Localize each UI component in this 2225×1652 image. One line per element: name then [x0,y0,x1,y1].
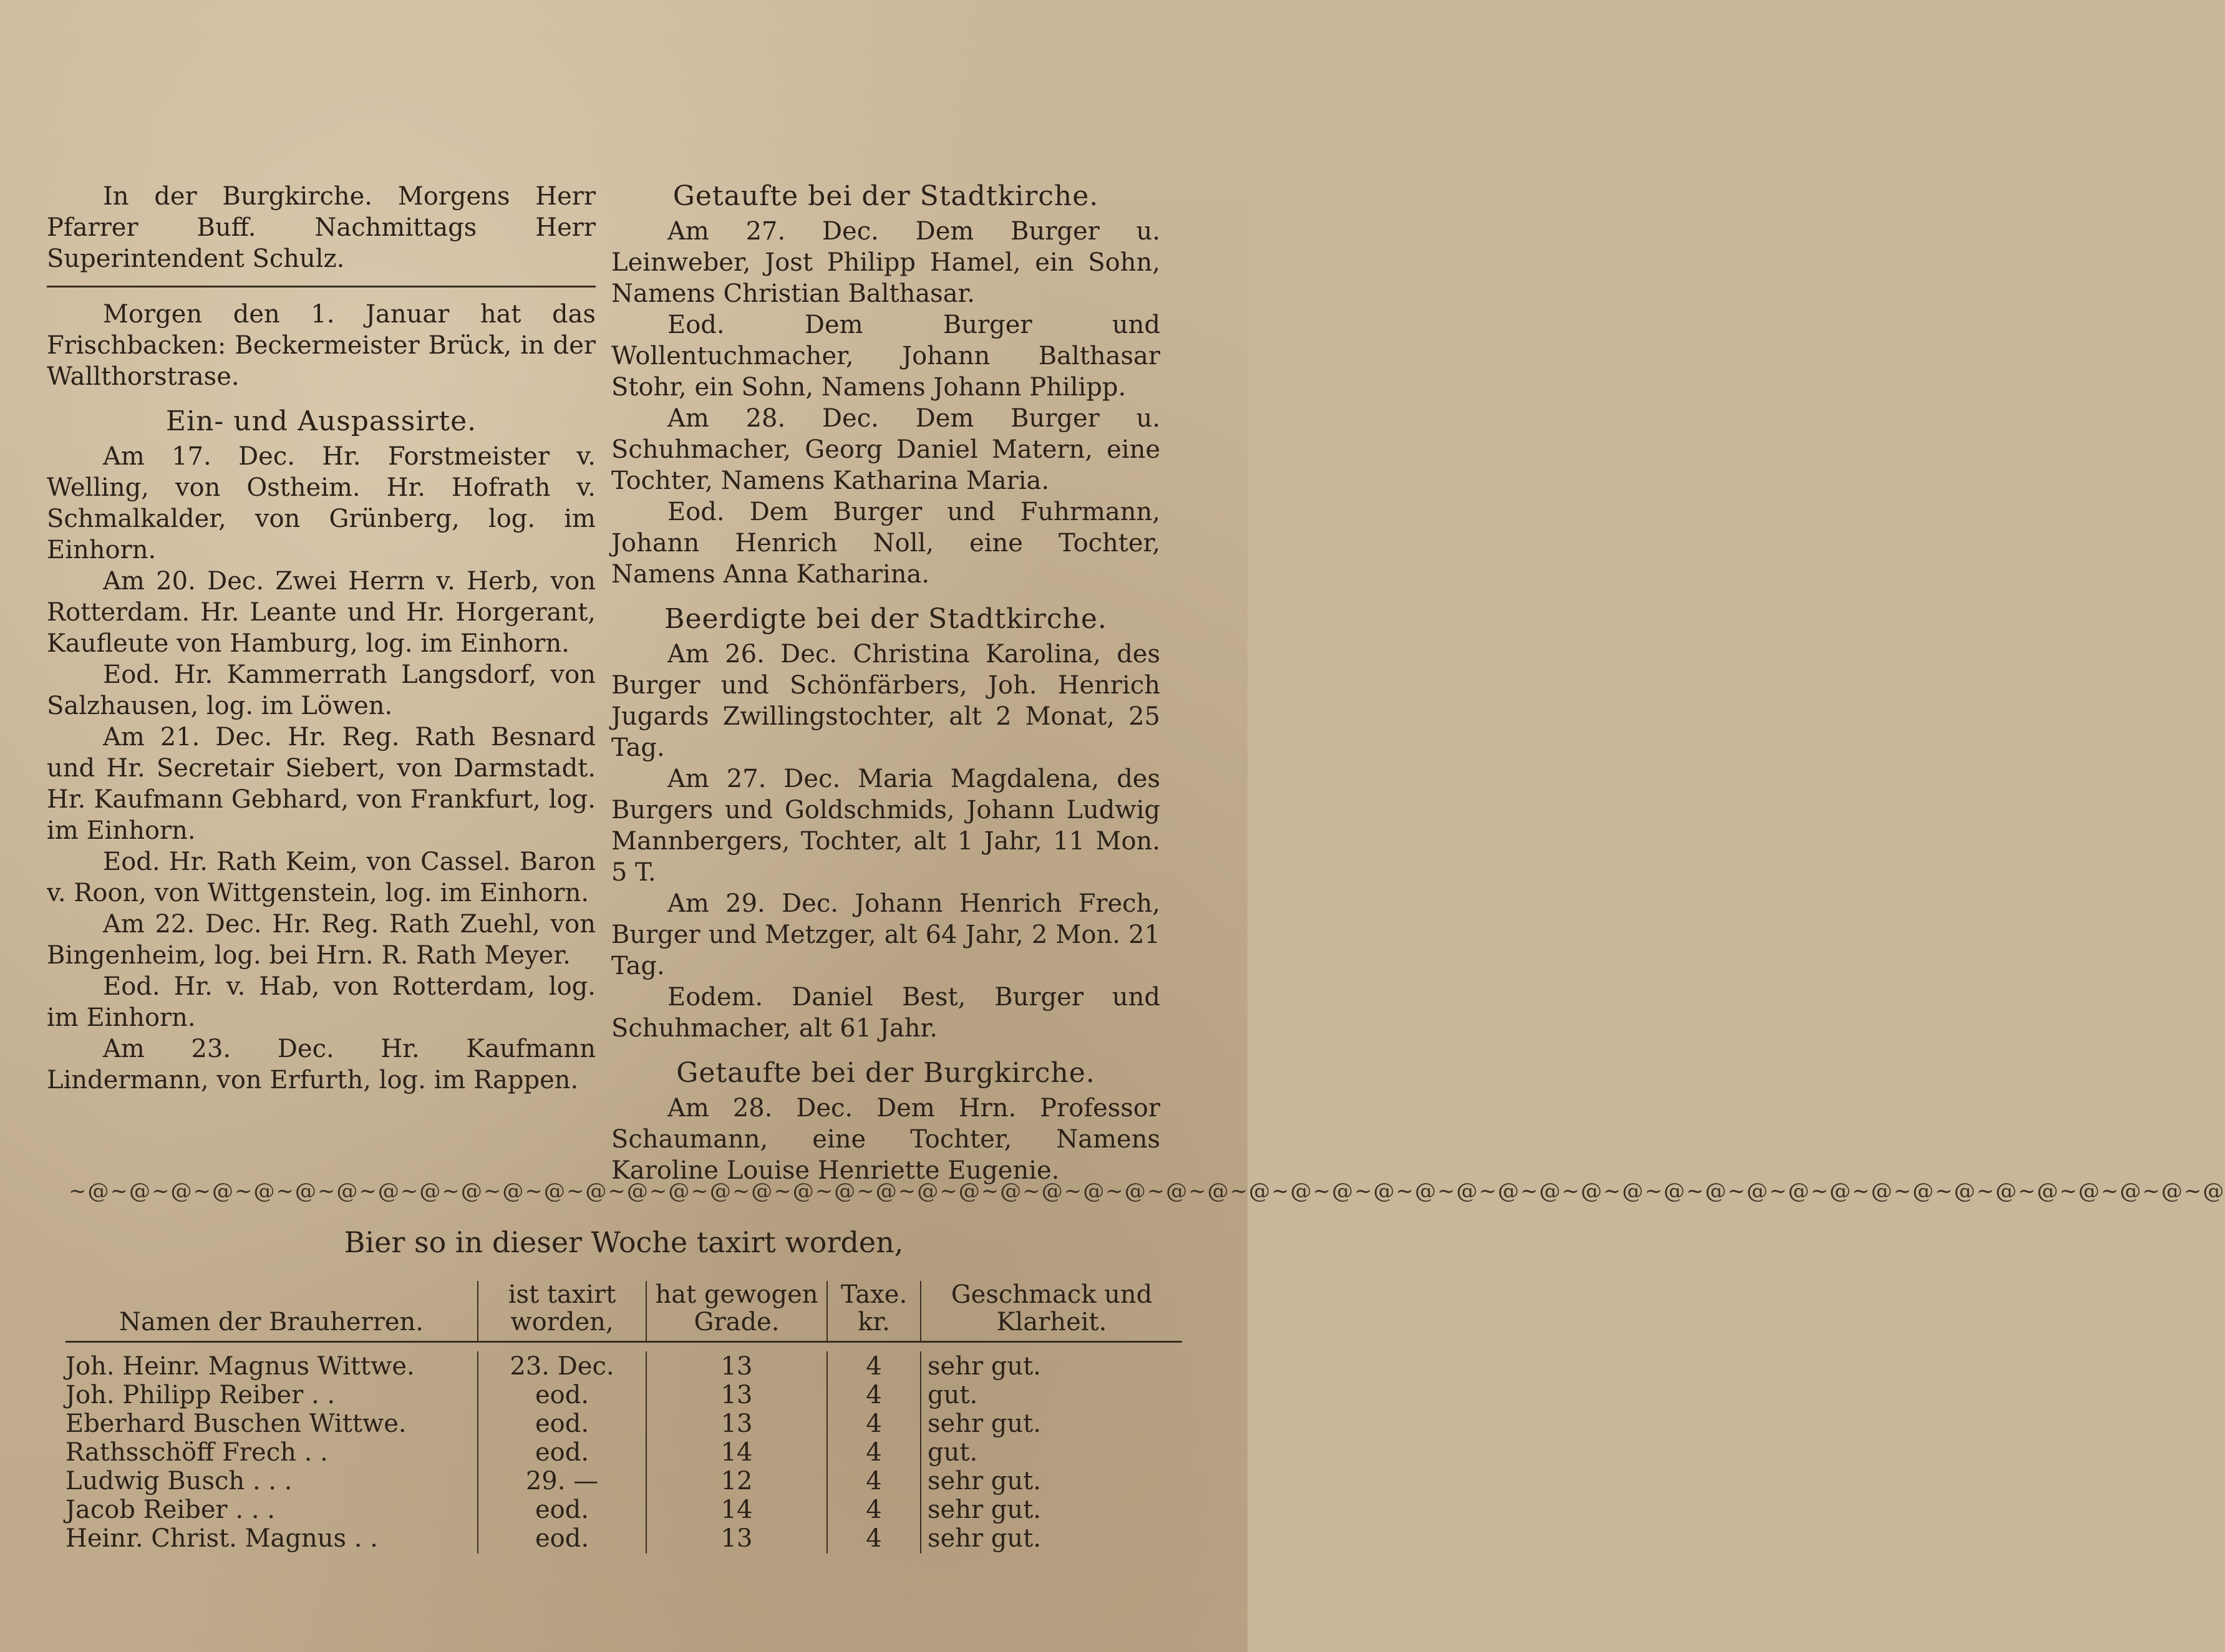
service-note: In der Burgkirche. Morgens Herr Pfarrer Buff. Nachmittags Herr Superintendent Schulz. [47,182,596,273]
left-column [47,181,596,1096]
tax: 4 [826,1437,920,1467]
tax-date: eod. [477,1409,646,1439]
bakery-note: Morgen den 1. Januar hat das Frischbacken: Beckermeister Brück, in der Wallthorstrase. [47,300,596,391]
baptisms-city-heading: Getaufte bei der Stadtkirche. [672,180,1099,212]
grade: 14 [646,1495,826,1525]
tax: 4 [826,1466,920,1496]
brewer-name: Eberhard Buschen Wittwe. [65,1409,407,1438]
baptism-entry: Am 27. Dec. Dem Burger u. Leinweber, Jost Philipp Hamel, ein Sohn, Namens Christian Balthasar. [611,217,1160,308]
tax: 4 [826,1524,920,1553]
table-row [65,1380,1182,1409]
beer-table-title: Bier so in dieser Woche taxirt worden, [344,1225,904,1259]
header-tax: Taxe. kr. [826,1281,920,1341]
grade: 13 [646,1409,826,1439]
arrival-entry: Am 20. Dec. Zwei Herrn v. Herb, von Rotterdam. Hr. Leante und Hr. Horgerant, Kaufleute von Hamburg, log. im Einhorn. [47,567,596,658]
table-body [65,1343,1182,1552]
brewer-name: Ludwig Busch . . . [65,1467,293,1495]
tax-date: eod. [477,1437,646,1467]
header-quality: Geschmack und Klarheit. [920,1281,1182,1341]
table-row [65,1466,1182,1495]
tax-date: 29. — [477,1466,646,1496]
quality: sehr gut. [920,1351,1182,1381]
quality: sehr gut. [920,1466,1182,1496]
table-row [65,1495,1182,1524]
grade: 13 [646,1380,826,1410]
arrival-entry: Am 22. Dec. Hr. Reg. Rath Zuehl, von Bingenheim, log. bei Hrn. R. Rath Meyer. [47,910,596,970]
quality: sehr gut. [920,1495,1182,1525]
arrival-entry: Eod. Hr. v. Hab, von Rotterdam, log. im Einhorn. [47,972,596,1032]
baptism-entry: Am 28. Dec. Dem Burger u. Schuhmacher, Georg Daniel Matern, eine Tochter, Namens Katharina Maria. [611,404,1160,495]
header-date: ist taxirt worden, [477,1281,646,1341]
baptisms-castle-heading: Getaufte bei der Burgkirche. [676,1057,1095,1089]
tax-date: eod. [477,1495,646,1525]
baptism-entry: Am 28. Dec. Dem Hrn. Professor Schaumann, eine Tochter, Namens Karoline Louise Henriette Eugenie. [611,1094,1160,1185]
beer-tax-table [65,1266,1182,1552]
arrival-entry: Eod. Hr. Kammerrath Langsdorf, von Salzhausen, log. im Löwen. [47,660,596,720]
quality: gut. [920,1437,1182,1467]
tax-date: eod. [477,1524,646,1553]
table-row [65,1351,1182,1380]
right-column [611,181,1160,1186]
brewer-name: Joh. Heinr. Magnus Wittwe. [65,1352,415,1381]
arrival-entry: Am 21. Dec. Hr. Reg. Rath Besnard und Hr. Secretair Siebert, von Darmstadt. Hr. Kaufmann Gebhard, von Frankfurt, log. im Einhorn. [47,723,596,845]
brewer-name: Jacob Reiber . . . [65,1495,275,1524]
arrival-entry: Am 23. Dec. Hr. Kaufmann Lindermann, von Erfurth, log. im Rappen. [47,1035,596,1094]
table-row [65,1409,1182,1437]
arrivals-heading: Ein- und Auspassirte. [165,405,477,437]
table-row [65,1524,1182,1552]
quality: sehr gut. [920,1409,1182,1439]
brewer-name: Rathsschöff Frech . . [65,1438,328,1467]
tax: 4 [826,1495,920,1525]
burial-entry: Eodem. Daniel Best, Burger und Schuhmacher, alt 61 Jahr. [611,983,1160,1043]
burial-entry: Am 26. Dec. Christina Karolina, des Burger und Schönfärbers, Joh. Henrich Jugards Zwillingstochter, alt 2 Monat, 25 Tag. [611,640,1160,762]
quality: sehr gut. [920,1524,1182,1553]
burial-entry: Am 27. Dec. Maria Magdalena, des Burgers und Goldschmids, Johann Ludwig Mannbergers, Tochter, alt 1 Jahr, 11 Mon. 5 T. [611,765,1160,887]
tax: 4 [826,1380,920,1410]
table-row [65,1437,1182,1466]
ornamental-divider: ~@~@~@~@~@~@~@~@~@~@~@~@~@~@~@~@~@~@~@~@~@~@~@~@~@~@~@~@~@~@~@~@~@~@~@~@~@~@~@~@~@~@~@~@~@~@~@~@~@~@~@~@ [69,1179,2225,1204]
brewer-name: Joh. Philipp Reiber . . [65,1381,336,1409]
quality: gut. [920,1380,1182,1410]
arrival-entry: Am 17. Dec. Hr. Forstmeister v. Welling, von Ostheim. Hr. Hofrath v. Schmalkalder, von Grünberg, log. im Einhorn. [47,442,596,564]
baptism-entry: Eod. Dem Burger und Wollentuchmacher, Johann Balthasar Stohr, ein Sohn, Namens Johann Philipp. [611,311,1160,402]
table-header [65,1266,1182,1343]
arrival-entry: Eod. Hr. Rath Keim, von Cassel. Baron v. Roon, von Wittgenstein, log. im Einhorn. [47,848,596,907]
header-grade: hat gewogen Grade. [646,1281,826,1341]
header-name: Namen der Brauherren. [119,1308,424,1336]
tax: 4 [826,1351,920,1381]
grade: 14 [646,1437,826,1467]
grade: 12 [646,1466,826,1496]
grade: 13 [646,1524,826,1553]
baptism-entry: Eod. Dem Burger und Fuhrmann, Johann Henrich Noll, eine Tochter, Namens Anna Katharina. [611,498,1160,589]
brewer-name: Heinr. Christ. Magnus . . [65,1524,378,1553]
tax-date: 23. Dec. [477,1351,646,1381]
tax-date: eod. [477,1380,646,1410]
burial-entry: Am 29. Dec. Johann Henrich Frech, Burger und Metzger, alt 64 Jahr, 2 Mon. 21 Tag. [611,889,1160,980]
tax: 4 [826,1409,920,1439]
grade: 13 [646,1351,826,1381]
burials-heading: Beerdigte bei der Stadtkirche. [664,603,1107,635]
section-divider [47,286,596,287]
